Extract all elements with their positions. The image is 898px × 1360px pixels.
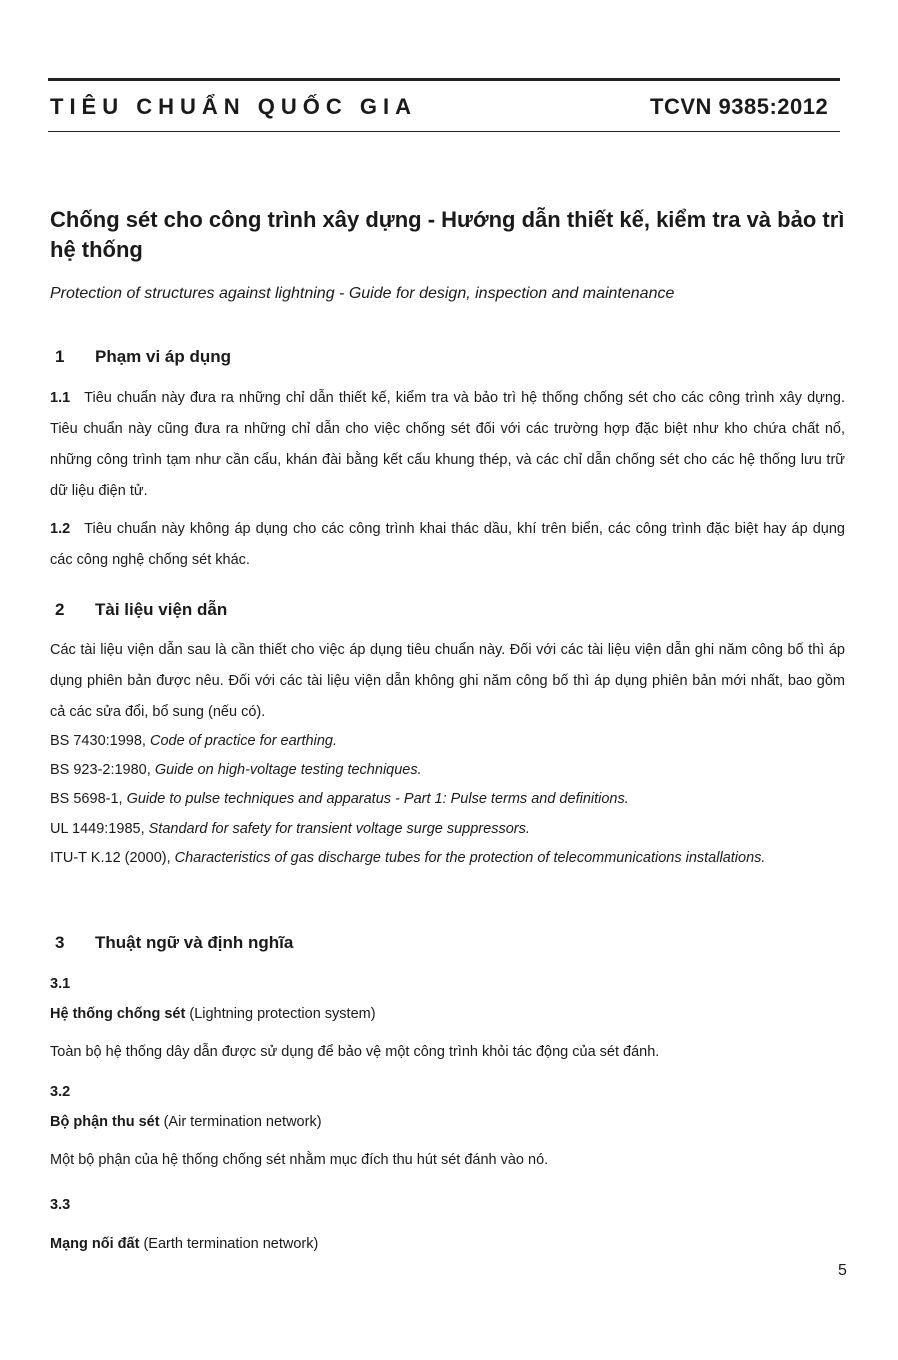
reference-title: Code of practice for earthing. — [149, 733, 337, 749]
term-entry — [50, 1006, 376, 1022]
term-definition: Toàn bộ hệ thống dây dẫn được sử dụng để bảo vệ một công trình khỏi tác động của sét đánh. — [50, 1044, 660, 1060]
references-intro: Các tài liệu viện dẫn sau là cần thiết cho việc áp dụng tiêu chuẩn này. Đối với các tài liệu viện dẫn ghi năm công bố thì áp dụng phiên bản được nêu. Đối với các tài liệu viện dẫn không ghi năm công bố thì áp dụng phiên bản mới nhất, bao gồm cả các sửa đổi, bổ sung (nếu có). — [50, 642, 845, 720]
section-title: Phạm vi áp dụng — [95, 347, 232, 366]
section-number: 2 — [55, 600, 65, 619]
section-1-heading — [55, 347, 231, 367]
reference-item — [50, 821, 530, 837]
header-standard-type: TIÊU CHUẨN QUỐC GIA — [50, 94, 417, 119]
clause-1-1 — [50, 383, 845, 507]
reference-title: Guide to pulse techniques and apparatus - Part 1: Pulse terms and definitions. — [126, 791, 629, 807]
document-subtitle-english: Protection of structures against lightning - Guide for design, inspection and maintenance — [50, 285, 675, 302]
clause-number: 1.2 — [50, 521, 71, 537]
reference-item — [50, 762, 422, 778]
reference-item — [50, 843, 845, 874]
reference-code: ITU-T K.12 (2000), — [50, 850, 171, 866]
term-number: 3.1 — [50, 976, 71, 992]
section-title: Tài liệu viện dẫn — [95, 600, 228, 619]
section-number: 1 — [55, 347, 65, 366]
term-number: 3.3 — [50, 1197, 71, 1213]
page-number: 5 — [838, 1262, 847, 1279]
header-top-rule — [48, 78, 840, 81]
clause-number: 1.1 — [50, 390, 71, 406]
reference-code: BS 7430:1998, — [50, 733, 146, 749]
term-name: Hệ thống chống sét — [50, 1006, 186, 1022]
term-entry — [50, 1236, 318, 1252]
reference-title: Guide on high-voltage testing techniques. — [154, 762, 422, 778]
document-title: Chống sét cho công trình xây dựng - Hướng dẫn thiết kế, kiểm tra và bảo trì hệ thống — [50, 207, 845, 262]
term-name: Mạng nối đất — [50, 1236, 140, 1252]
term-name: Bộ phận thu sét — [50, 1114, 160, 1130]
term-english: (Lightning protection system) — [189, 1006, 376, 1022]
term-english: (Air termination network) — [163, 1114, 322, 1130]
reference-code: BS 5698-1, — [50, 791, 123, 807]
term-entry — [50, 1114, 322, 1130]
term-english: (Earth termination network) — [143, 1236, 319, 1252]
clause-text: Tiêu chuẩn này đưa ra những chỉ dẫn thiết kế, kiểm tra và bảo trì hệ thống chống sét cho các công trình xây dựng. Tiêu chuẩn này cũng đưa ra những chỉ dẫn cho việc chống sét đối với các trường hợp đặc biệt như kho chứa chất nổ, những công trình tạm như cần cẩu, khán đài bằng kết cấu khung thép, và các chỉ dẫn chống sét cho các hệ thống lưu trữ dữ liệu điện tử. — [50, 390, 845, 499]
reference-item — [50, 791, 629, 807]
section-3-heading — [55, 933, 293, 953]
header-bottom-rule — [48, 131, 840, 132]
section-title: Thuật ngữ và định nghĩa — [95, 933, 294, 952]
reference-code: BS 923-2:1980, — [50, 762, 151, 778]
term-definition: Một bộ phận của hệ thống chống sét nhằm mục đích thu hút sét đánh vào nó. — [50, 1152, 549, 1168]
reference-code: UL 1449:1985, — [50, 821, 145, 837]
reference-title: Standard for safety for transient voltage surge suppressors. — [148, 821, 530, 837]
section-2-heading — [55, 600, 227, 620]
term-number: 3.2 — [50, 1084, 71, 1100]
clause-1-2 — [50, 514, 845, 576]
reference-item — [50, 733, 337, 749]
reference-title: Characteristics of gas discharge tubes for the protection of telecommunications installations. — [174, 850, 766, 866]
clause-text: Tiêu chuẩn này không áp dụng cho các công trình khai thác dầu, khí trên biển, các công trình đặc biệt hay áp dụng các công nghệ chống sét khác. — [50, 521, 845, 568]
header-standard-code: TCVN 9385:2012 — [650, 94, 829, 119]
section-number: 3 — [55, 933, 65, 952]
